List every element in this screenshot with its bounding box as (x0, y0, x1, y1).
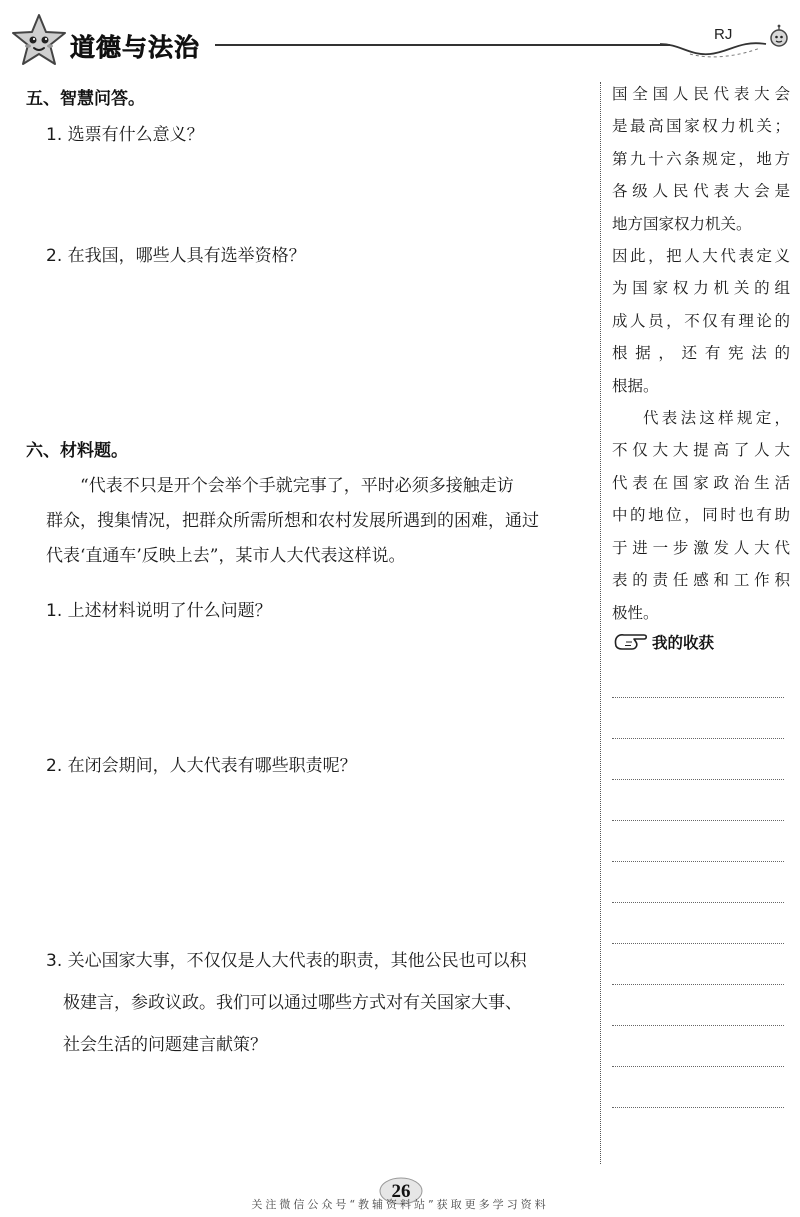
question-6-3 (46, 940, 592, 1066)
my-harvest-label: 我的收获 (652, 634, 715, 652)
answer-line (612, 861, 784, 862)
sidebar-line: 不仅大大提高了人大 (612, 441, 790, 460)
page-footer (0, 1170, 800, 1217)
edition-label: RJ (714, 26, 733, 43)
question-5-2: 2. 在我国，哪些人具有选举资格？ (46, 246, 306, 266)
sidebar-line: 是最高国家权力机关； (612, 117, 790, 136)
answer-line (612, 943, 784, 944)
sidebar-line: 为国家权力机关的组 (612, 279, 790, 298)
page-number: 26 (391, 1181, 411, 1202)
answer-line (612, 984, 784, 985)
page-header (0, 0, 800, 72)
material-line: 群众，搜集情况，把群众所需所想和农村发展所遇到的困难，通过 (46, 511, 539, 531)
answer-line (612, 779, 784, 780)
sidebar-line: 各级人民代表大会是 (612, 182, 790, 201)
sidebar-line: 第九十六条规定，地方 (612, 149, 790, 168)
question-line: 极建言，参政议政。我们可以通过哪些方式对有关国家大事、 (63, 993, 522, 1013)
header-rule (215, 44, 670, 46)
question-6-1: 1. 上述材料说明了什么问题？ (46, 601, 272, 621)
footer-note: 关注微信公众号“教辅资料站”获取更多学习资料 (251, 1198, 549, 1211)
question-line: 3. 关心国家大事，不仅仅是人大代表的职责，其他公民也可以积 (46, 951, 527, 971)
answer-line (612, 902, 784, 903)
material-paragraph (46, 469, 592, 574)
material-line: 代表‘直通车’反映上去”，某市人大代表这样说。 (46, 546, 406, 566)
answer-line (612, 738, 784, 739)
sidebar-line: 根据。 (612, 376, 659, 395)
question-6-2: 2. 在闭会期间，人大代表有哪些职责呢？ (46, 756, 357, 776)
ball-mascot-icon (766, 24, 792, 50)
subject-title: 道德与法治 (70, 33, 201, 62)
material-line: “代表不只是开个会举个手就完事了，平时必须多接触走访 (80, 476, 514, 496)
pointing-hand-icon (612, 628, 652, 654)
sidebar-line: 极性。 (612, 603, 659, 622)
column-divider (600, 82, 601, 1164)
sidebar-line: 中的地位，同时也有助 (612, 506, 790, 525)
star-mascot-icon (10, 12, 68, 70)
sidebar-note (612, 78, 790, 629)
sidebar-line: 国全国人民代表大会 (612, 85, 790, 103)
my-harvest-heading (612, 626, 790, 656)
answer-line (612, 697, 784, 698)
sidebar-line: 因此，把人大代表定义 (612, 247, 790, 266)
question-line: 社会生活的问题建言献策？ (63, 1035, 267, 1055)
sidebar-line: 代表在国家政治生活 (612, 473, 790, 492)
sidebar-line: 代表法这样规定， (643, 409, 790, 428)
sidebar-line: 地方国家权力机关。 (612, 214, 752, 233)
answer-line (612, 1025, 784, 1026)
question-5-1: 1. 选票有什么意义？ (46, 125, 204, 145)
answer-line (612, 820, 784, 821)
sidebar-line: 于进一步激发人大代 (612, 538, 790, 557)
section-six-title: 六、材料题。 (26, 441, 128, 461)
section-five-title: 五、智慧问答。 (26, 89, 145, 109)
sidebar-line: 根据，还有宪法的 (612, 344, 790, 363)
answer-line (612, 1066, 784, 1067)
answer-line (612, 1107, 784, 1108)
sidebar-line: 成人员，不仅有理论的 (612, 311, 790, 330)
sidebar-line: 表的责任感和工作积 (612, 571, 790, 590)
